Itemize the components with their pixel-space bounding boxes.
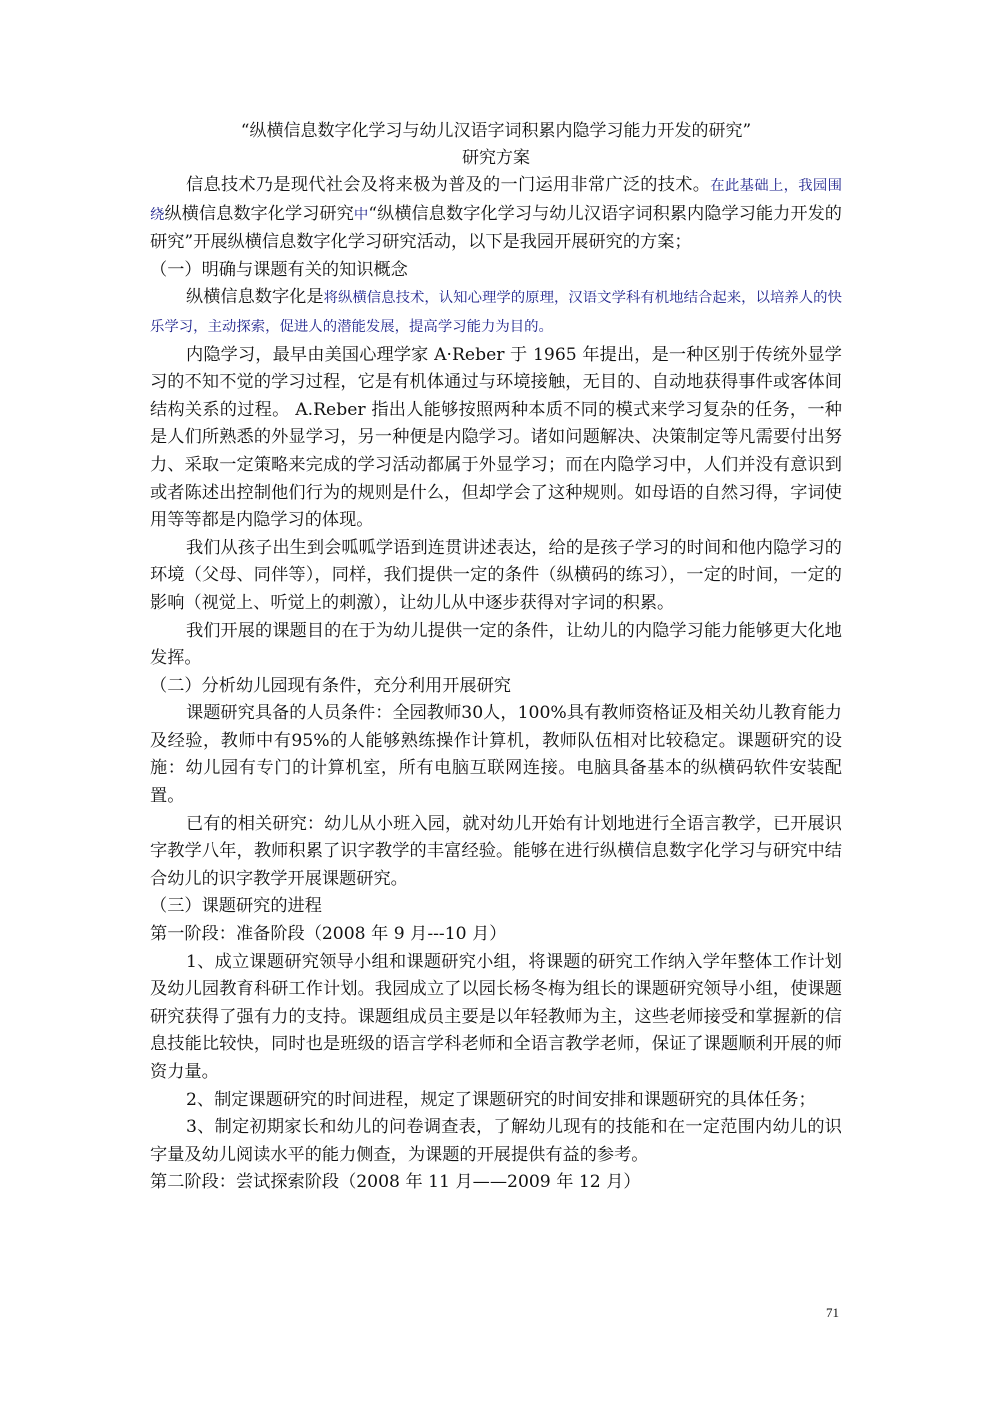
intro-text-b: 纵横信息数字化学习研究	[164, 203, 354, 224]
section1-paragraph-4: 我们开展的课题目的在于为幼儿提供一定的条件，让幼儿的内隐学习能力能够更大化地发挥。	[150, 620, 842, 669]
document-subtitle: 研究方案	[462, 148, 530, 168]
stage1-paragraph-1: 1、成立课题研究领导小组和课题研究小组，将课题的研究工作纳入学年整体工作计划及幼儿园教育科研工作计划。我园成立了以园长杨冬梅为组长的课题研究领导小组，使课题研究获得了强有力的支持。课题组成员主要是以年轻教师为主，这些老师接受和掌握新的信息技能比较快，同时也是班级的语言学科老师和全语言教学老师，保证了课题顺利开展的师资力量。	[150, 951, 842, 1082]
stage1-heading: 第一阶段：准备阶段（2008 年 9 月---10 月）	[150, 924, 507, 945]
document-title: “纵横信息数字化学习与幼儿汉语字词积累内隐学习能力开发的研究”	[240, 121, 752, 141]
section2-heading: （二）分析幼儿园现有条件，充分利用开展研究	[150, 675, 511, 696]
page-number: 71	[826, 1305, 839, 1320]
section2-paragraph-1: 课题研究具备的人员条件：全园教师30人，100%具有教师资格证及相关幼儿教育能力及经验，教师中有95%的人能够熟练操作计算机，教师队伍相对比较稳定。课题研究的设施：幼儿园有专门的计算机室，所有电脑互联网连接。电脑具备基本的纵横码软件安装配置。	[150, 703, 842, 807]
section1-p1-blue: 将纵横信息技术，认知心理学的原理，汉语文学科有机地结合起来，以培养人的快乐学习，主动探索，促进人的潜能发展，提高学习能力为目的。	[150, 290, 842, 335]
stage2-heading: 第二阶段：尝试探索阶段（2008 年 11 月——2009 年 12 月）	[150, 1172, 641, 1193]
section2-paragraph-2: 已有的相关研究：幼儿从小班入园，就对幼儿开始有计划地进行全语言教学，已开展识字教学八年，教师积累了识字教学的丰富经验。能够在进行纵横信息数字化学习与研究中结合幼儿的识字教学开展课题研究。	[150, 813, 842, 889]
intro-text-c: “纵横信息数字化学习与幼儿汉语字词积累内隐学习能力开发的研究”开展纵横信息数字化学习研究活动，以下是我园开展研究的方案；	[150, 203, 842, 253]
document-body	[150, 118, 842, 1197]
stage1-paragraph-3: 3、制定初期家长和幼儿的问卷调查表，了解幼儿现有的技能和在一定范围内幼儿的识字量及幼儿阅读水平的能力侧查，为课题的开展提供有益的参考。	[150, 1117, 842, 1165]
intro-paragraph	[150, 172, 842, 257]
intro-blue-a: 在此基础上，我园围绕	[150, 178, 842, 223]
section1-heading: （一）明确与课题有关的知识概念	[150, 259, 408, 280]
intro-text-a: 信息技术乃是现代社会及将来极为普及的一门运用非常广泛的技术。	[186, 175, 711, 195]
section1-paragraph-3: 我们从孩子出生到会呱呱学语到连贯讲述表达，给的是孩子学习的时间和他内隐学习的环境（父母、同伴等），同样，我们提供一定的条件（纵横码的练习），一定的时间，一定的影响（视觉上、听觉上的刺激），让幼儿从中逐步获得对字词的积累。	[150, 537, 842, 613]
intro-blue-b: 中	[353, 206, 369, 223]
section3-heading: （三）课题研究的进程	[150, 896, 322, 917]
section1-paragraph-2: 内隐学习，最早由美国心理学家 A·Reber 于 1965 年提出，是一种区别于传统外显学习的不知不觉的学习过程，它是有机体通过与环境接触，无目的、自动地获得事件或客体间结构关系的过程。 A.Reber 指出人能够按照两种本质不同的模式来学习复杂的任务，一种是人们所熟悉的外显学习，另一种便是内隐学习。诸如问题解决、决策制定等凡需要付出努力、采取一定策略来完成的学习活动都属于外显学习；而在内隐学习中，人们并没有意识到或者陈述出控制他们行为的规则是什么，但却学会了这种规则。如母语的自然习得，字词使用等等都是内隐学习的体现。	[150, 344, 842, 531]
section1-p1-text: 纵横信息数字化是	[186, 287, 324, 308]
stage1-paragraph-2: 2、制定课题研究的时间进程，规定了课题研究的时间安排和课题研究的具体任务；	[186, 1089, 816, 1110]
section1-paragraph-1	[150, 284, 842, 341]
